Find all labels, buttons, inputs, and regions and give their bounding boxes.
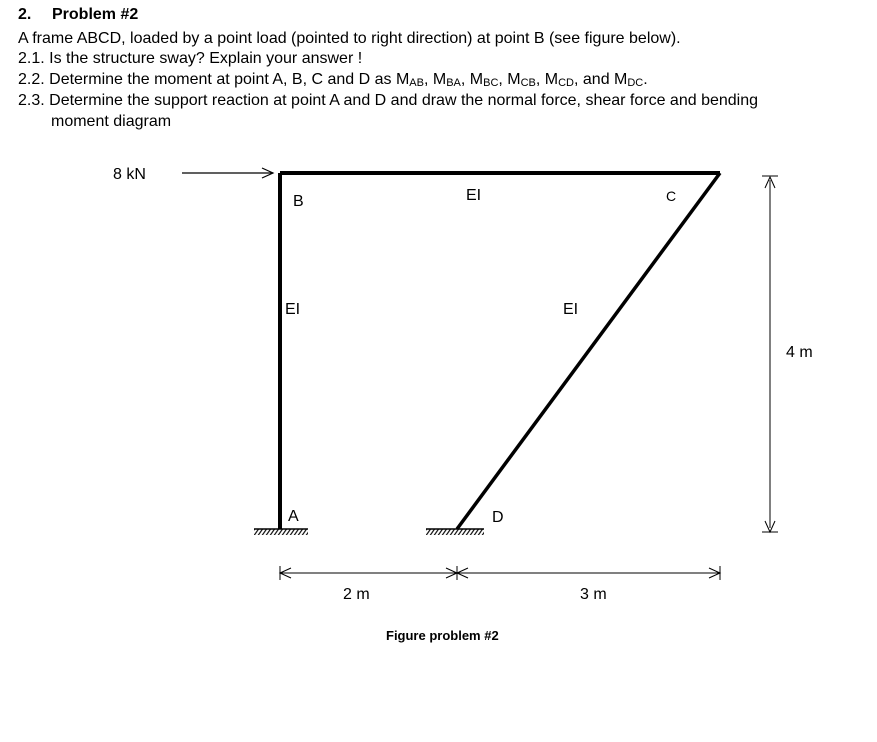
stiffness-label-inclined: EI (563, 301, 579, 318)
member-CD-inclined (457, 173, 720, 529)
stiffness-label-beam: EI (466, 187, 482, 204)
dimension-span-DC-label: 3 m (580, 586, 607, 603)
moment-bc: $M_{BC}$, (469, 71, 508, 89)
question-2-1: 2.1. Is the structure sway? Explain your answer ! (18, 50, 363, 67)
question-2-3-line1: 2.3. Determine the support reaction at point A and D and draw the normal force, shear force and bending (18, 92, 759, 109)
point-load-arrow (182, 168, 273, 178)
moment-cb: $M_{CB}$, (507, 71, 545, 89)
support-D-ground (426, 529, 484, 535)
node-label-C: C (666, 188, 677, 204)
node-label-D: D (492, 509, 504, 526)
question-2-2-and: and (582, 71, 615, 88)
dimension-line-horizontal (280, 566, 720, 580)
node-label-A: A (288, 508, 299, 525)
dimension-span-AD-label: 2 m (343, 586, 370, 603)
problem-intro: A frame ABCD, loaded by a point load (pointed to right direction) at point B (see figure below). (18, 30, 681, 47)
problem-number: 2. (18, 6, 32, 23)
moment-ab: $M_{AB}$, (395, 71, 433, 89)
moment-ba: $M_{BA}$, (432, 71, 470, 89)
stiffness-label-column: EI (285, 301, 301, 318)
load-label: 8 kN (113, 166, 146, 183)
question-2-2-prefix: 2.2. Determine the moment at point A, B, C and D as (18, 71, 396, 88)
problem-title: Problem #2 (52, 6, 139, 23)
dimension-height-label: 4 m (786, 344, 813, 361)
figure-caption: Figure problem #2 (386, 628, 499, 643)
dimension-line-height (762, 176, 778, 532)
support-A-ground (254, 529, 308, 535)
question-2-3-line2: moment diagram (51, 113, 172, 130)
node-label-B: B (293, 193, 304, 210)
moment-dc: $M_{DC}$. (614, 71, 648, 89)
moment-cd: $M_{CD}$, (544, 71, 583, 89)
